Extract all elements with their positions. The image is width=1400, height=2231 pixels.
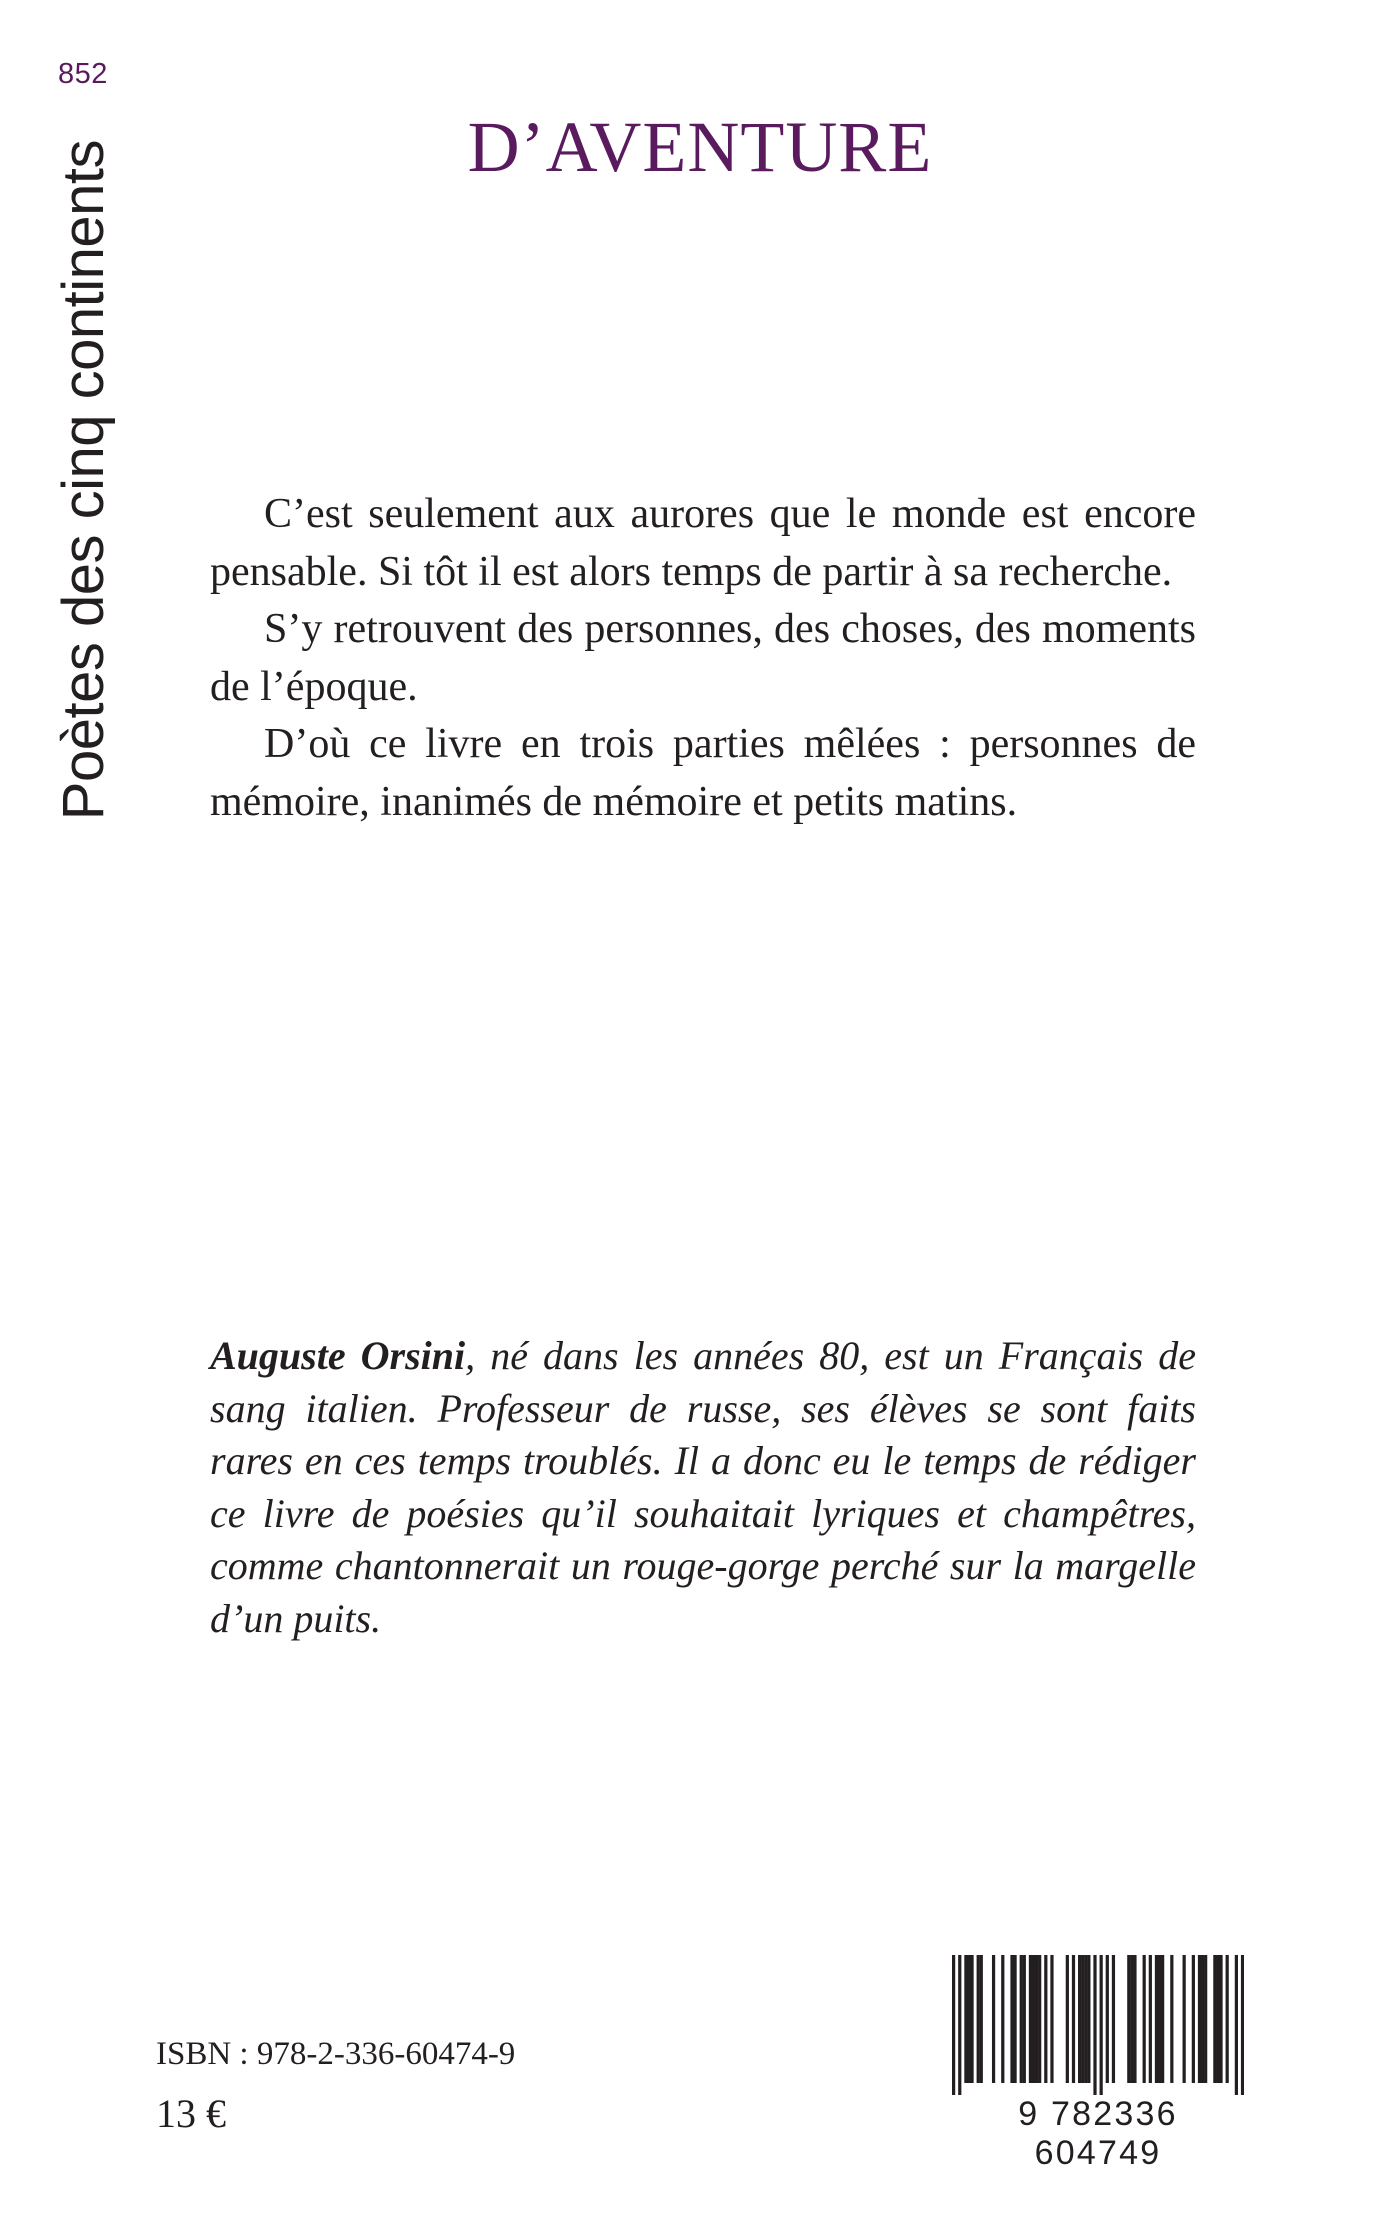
author-bio: [210, 1330, 1196, 1645]
series-number: 852: [58, 58, 108, 90]
barcode-bar: [980, 1955, 983, 2083]
author-name: Auguste Orsini: [210, 1333, 466, 1378]
barcode-bar: [1127, 1955, 1130, 2083]
barcode-bar: [1219, 1955, 1222, 2083]
book-title: D’AVENTURE: [467, 107, 933, 187]
barcode-bar: [977, 1955, 980, 2083]
barcode-bar: [1035, 1955, 1038, 2083]
barcode-bar: [1032, 1955, 1035, 2083]
barcode-bar: [1010, 1955, 1013, 2083]
barcode-bar: [1050, 1955, 1053, 2083]
barcode-bar: [1133, 1955, 1136, 2083]
barcode-bar: [1226, 1955, 1229, 2083]
barcode-bar: [1081, 1955, 1084, 2083]
barcode-bar: [1029, 1955, 1032, 2083]
barcode-bar: [1241, 1955, 1244, 2095]
blurb: [210, 486, 1196, 831]
barcode-bar: [1084, 1955, 1087, 2083]
barcode-bar: [1204, 1955, 1207, 2083]
barcode-bar: [1093, 1955, 1096, 2095]
blurb-paragraph: C’est seulement aux aurores que le monde est encore pensable. Si tôt il est alors temps de partir à sa recherche.: [210, 491, 1196, 595]
barcode-bar: [1213, 1955, 1216, 2083]
barcode-bar: [1198, 1955, 1201, 2083]
blurb-paragraph: S’y retrouvent des personnes, des choses, des moments de l’époque.: [210, 606, 1196, 710]
blurb-paragraph: D’où ce livre en trois parties mêlées : personnes de mémoire, inanimés de mémoire et petits matins.: [210, 721, 1196, 825]
barcode-bar: [1155, 1955, 1158, 2083]
barcode-bar: [967, 1955, 970, 2083]
barcode-bar: [1130, 1955, 1133, 2083]
barcode-bar: [1106, 1955, 1109, 2083]
barcode-bar: [1170, 1955, 1173, 2083]
barcode-bar: [1161, 1955, 1164, 2083]
author-bio-text: , né dans les années 80, est un Français de sang italien. Professeur de russe, ses élèves se sont faits rares en ces temps troublés. Il a donc eu le temps de rédiger ce livre de poésies qu’il souhaitait lyriques et champêtres, comme chantonnerait un rouge-gorge perché sur la margelle d’un puits.: [210, 1333, 1196, 1641]
barcode-bar: [958, 1955, 961, 2095]
barcode-bar: [1192, 1955, 1195, 2083]
barcode-bar: [1023, 1955, 1026, 2083]
barcode-bar: [1158, 1955, 1161, 2083]
barcode-bar: [1078, 1955, 1081, 2083]
barcode-bar: [1235, 1955, 1238, 2095]
barcode-bar: [1112, 1955, 1115, 2083]
barcode-digits: 9 782336 604749: [1018, 2095, 1178, 2172]
barcode-bar: [1201, 1955, 1204, 2083]
barcode-bar: [1183, 1955, 1186, 2083]
barcode-bar: [1149, 1955, 1152, 2083]
barcode-bar: [1100, 1955, 1103, 2095]
barcode-bars: [952, 1955, 1244, 2095]
barcode-bar: [1013, 1955, 1016, 2083]
barcode-bar: [1143, 1955, 1146, 2083]
barcode: [952, 1955, 1244, 2172]
barcode-bar: [1038, 1955, 1041, 2083]
barcode-bar: [1044, 1955, 1047, 2083]
barcode-bar: [1216, 1955, 1219, 2083]
price: 13 €: [156, 2091, 226, 2136]
barcode-bar: [1072, 1955, 1075, 2083]
barcode-bar: [1001, 1955, 1004, 2083]
series-name-container: [44, 140, 124, 860]
barcode-bar: [1066, 1955, 1069, 2083]
barcode-bar: [964, 1955, 967, 2083]
barcode-bar: [1020, 1955, 1023, 2083]
barcode-bar: [952, 1955, 955, 2095]
barcode-bar: [1087, 1955, 1090, 2083]
series-name: Poètes des cinq continents: [51, 140, 116, 821]
barcode-bar: [970, 1955, 973, 2083]
isbn: ISBN : 978-2-336-60474-9: [156, 2036, 516, 2072]
barcode-bar: [992, 1955, 995, 2083]
